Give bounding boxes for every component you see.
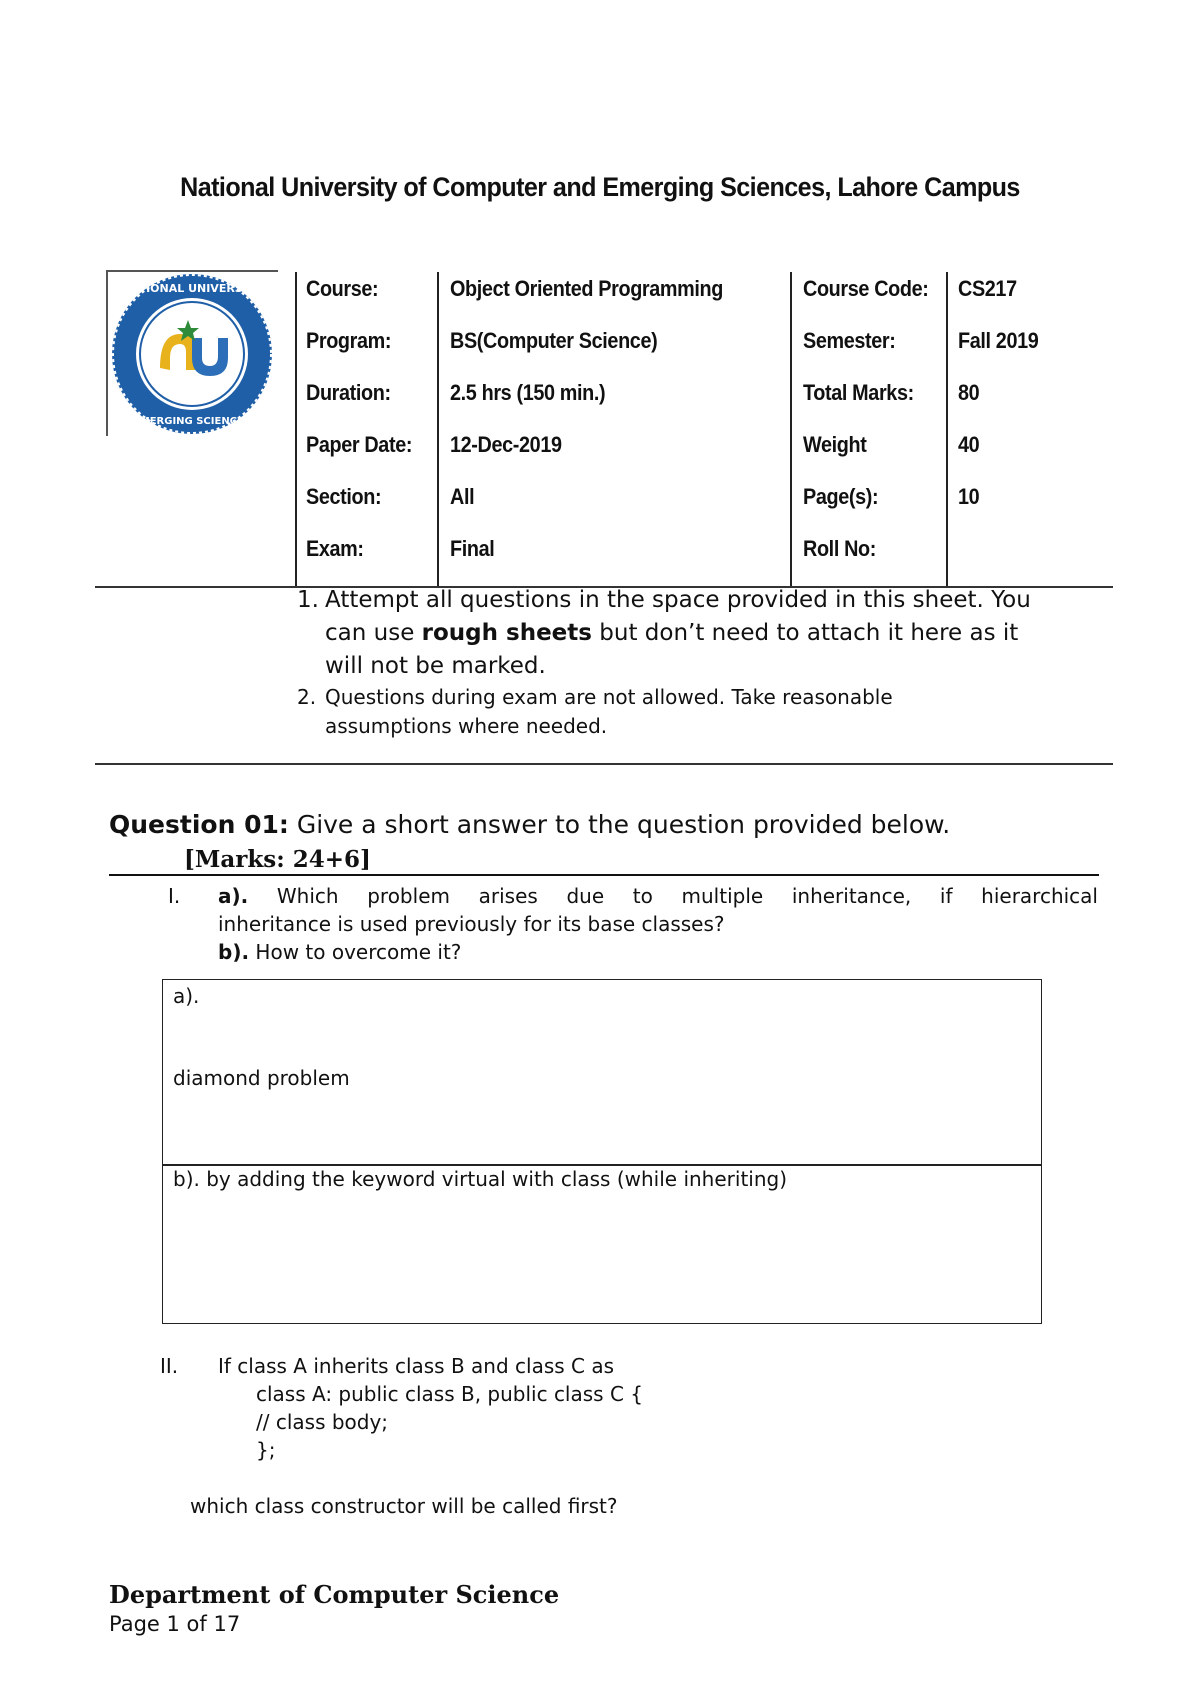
weight-value: 40 <box>958 432 980 457</box>
exam-label: Exam: <box>306 536 364 561</box>
university-logo <box>108 272 276 436</box>
course-label: Course: <box>306 276 379 301</box>
instruction-1-text-b: but don’t need to attach it here as it <box>591 620 1019 646</box>
rough-sheets-emphasis: rough sheets <box>421 620 592 646</box>
paper-date-value: 12-Dec-2019 <box>450 432 562 457</box>
weight-label: Weight <box>803 432 867 457</box>
answer-a-label: a). <box>173 984 200 1008</box>
duration-value: 2.5 hrs (150 min.) <box>450 380 606 405</box>
instruction-1-text-a: can use <box>325 620 422 646</box>
table-divider-1 <box>295 272 297 588</box>
page-number: Page 1 of 17 <box>109 1612 241 1636</box>
instruction-2-line-2: assumptions where needed. <box>325 714 608 738</box>
logo-lettering-bottom: EMERGING SCIENCES <box>132 416 252 427</box>
pages-label: Page(s): <box>803 484 879 509</box>
exam-value: Final <box>450 536 495 561</box>
instruction-1-line-3: will not be marked. <box>325 653 546 679</box>
total-marks-label: Total Marks: <box>803 380 914 405</box>
institution-title: National University of Computer and Emerging Sciences, Lahore Campus <box>180 172 1020 202</box>
section-value: All <box>450 484 475 509</box>
course-value: Object Oriented Programming <box>450 276 724 301</box>
question-1-underline <box>109 874 1099 876</box>
pages-value: 10 <box>958 484 980 509</box>
part-1-line-2: inheritance is used previously for its base classes? <box>218 912 725 936</box>
table-divider-3 <box>790 272 792 588</box>
program-label: Program: <box>306 328 392 353</box>
part-1-a-text: Which problem arises due to multiple inheritance, if hierarchical <box>276 884 1098 908</box>
instruction-2-number: 2. <box>297 685 317 709</box>
question-1-marks: [Marks: 24+6] <box>184 846 371 873</box>
instruction-2 <box>325 683 1115 741</box>
part-1-b-label: b). <box>218 940 250 964</box>
department-footer: Department of Computer Science <box>109 1580 560 1609</box>
section-label: Section: <box>306 484 382 509</box>
semester-label: Semester: <box>803 328 896 353</box>
part-1-b-text: How to overcome it? <box>249 940 462 964</box>
course-code-value: CS217 <box>958 276 1017 301</box>
part-1-line-3 <box>218 938 461 966</box>
logo-lettering: NATIONAL UNIVERSITY <box>121 282 263 295</box>
duration-label: Duration: <box>306 380 391 405</box>
table-divider-2 <box>437 272 439 588</box>
part-1-a-label: a). <box>218 884 249 908</box>
part-2-question: which class constructor will be called first? <box>190 1494 618 1518</box>
question-1-label: Question 01: <box>109 810 289 839</box>
table-divider-4 <box>946 272 948 588</box>
part-1-line-1 <box>218 882 1098 910</box>
question-1-text: Give a short answer to the question provided below. <box>288 810 951 839</box>
code-line-3: }; <box>256 1438 276 1462</box>
semester-value: Fall 2019 <box>958 328 1039 353</box>
answer-b-text[interactable]: b). by adding the keyword virtual with class (while inheriting) <box>173 1167 788 1191</box>
instruction-1 <box>325 584 1115 683</box>
instruction-1-number: 1. <box>297 587 319 613</box>
code-line-1: class A: public class B, public class C { <box>256 1382 643 1406</box>
program-value: BS(Computer Science) <box>450 328 658 353</box>
instruction-1-line-2 <box>325 617 1115 650</box>
instruction-1-line-1: Attempt all questions in the space provided in this sheet. You <box>325 587 1031 613</box>
instructions-bottom-rule <box>95 763 1113 765</box>
question-1-heading <box>109 810 950 839</box>
answer-box[interactable] <box>162 979 1042 1324</box>
part-2-numeral: II. <box>160 1354 179 1378</box>
part-1-numeral: I. <box>168 884 181 908</box>
part-2-line-1: If class A inherits class B and class C as <box>218 1354 615 1378</box>
total-marks-value: 80 <box>958 380 980 405</box>
instruction-2-line-1: Questions during exam are not allowed. Take reasonable <box>325 685 893 709</box>
code-line-2: // class body; <box>256 1410 389 1434</box>
paper-date-label: Paper Date: <box>306 432 413 457</box>
answer-a-text[interactable]: diamond problem <box>173 1066 350 1090</box>
roll-no-label: Roll No: <box>803 536 877 561</box>
course-code-label: Course Code: <box>803 276 929 301</box>
